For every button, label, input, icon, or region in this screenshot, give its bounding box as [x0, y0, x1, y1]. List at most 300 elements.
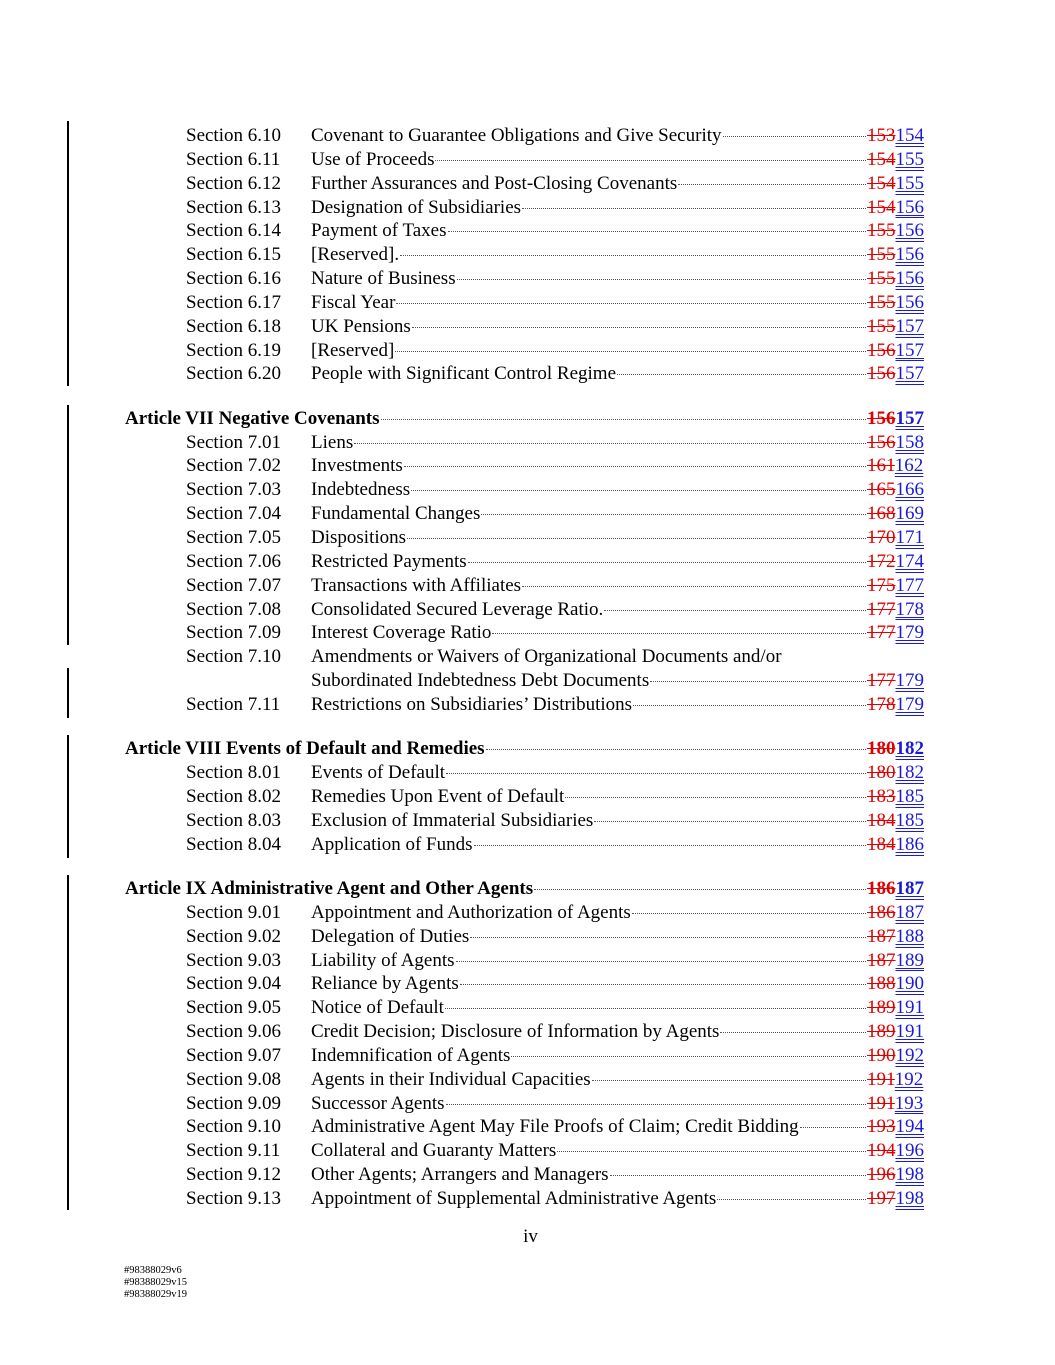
dot-leader [400, 255, 866, 256]
section-title: Dispositions [311, 527, 407, 548]
dot-leader [448, 231, 866, 232]
section-number: Section 6.20 [186, 363, 281, 385]
entry-title-wrap [311, 901, 867, 925]
deleted-page-number: 184 [867, 809, 896, 831]
inserted-page-link[interactable]: 155 [895, 148, 924, 170]
deleted-page-number: 191 [867, 1092, 895, 1114]
toc-section-entry[interactable] [0, 196, 1055, 220]
inserted-page-link[interactable]: 157 [895, 363, 924, 385]
inserted-page-link[interactable]: 193 [894, 1092, 924, 1114]
section-title: Collateral and Guaranty Matters [311, 1140, 557, 1162]
toc-section-entry[interactable] [0, 693, 1055, 717]
page-reference [867, 478, 931, 502]
page-reference [867, 761, 931, 785]
dot-leader [723, 136, 866, 137]
entry-title-wrap [125, 407, 867, 431]
toc-section-entry[interactable] [0, 431, 1055, 455]
entry-title-wrap [311, 339, 867, 363]
inserted-page-link[interactable]: 166 [895, 479, 924, 501]
deleted-page-number: 187 [867, 949, 896, 971]
section-number: Section 6.10 [186, 125, 281, 146]
toc-section-entry[interactable] [0, 315, 1055, 339]
section-title: [Reserved]. [311, 244, 400, 266]
entry-title-wrap [311, 669, 867, 693]
section-title: Fiscal Year [311, 291, 396, 313]
toc-section-entry[interactable] [0, 1020, 1055, 1044]
toc-section-entry[interactable] [0, 148, 1055, 172]
deleted-page-number: 156 [867, 431, 896, 453]
section-title: People with Significant Control Regime [311, 363, 617, 385]
page-reference [867, 574, 931, 598]
deleted-page-number: 191 [867, 1068, 895, 1090]
toc-section-entry[interactable] [0, 362, 1055, 386]
inserted-page-link[interactable]: 182 [895, 738, 924, 760]
dot-leader [592, 1080, 866, 1081]
dot-leader [460, 984, 866, 985]
toc-section-entry[interactable] [0, 478, 1055, 502]
section-number: Section 9.10 [186, 1116, 281, 1138]
section-title: Administrative Agent May File Proofs of Claim; Credit Bidding [311, 1116, 799, 1138]
section-title: Interest Coverage Ratio [311, 622, 492, 644]
toc-section-entry[interactable] [0, 526, 1055, 550]
page-reference [867, 1187, 931, 1211]
dot-leader [678, 184, 866, 185]
section-title: Covenant to Guarantee Obligations and Give Security [311, 125, 722, 146]
dot-leader [522, 208, 866, 209]
page-reference [867, 621, 931, 645]
page-reference [867, 737, 931, 761]
deleted-page-number: 177 [867, 622, 896, 644]
page-reference [867, 1092, 931, 1116]
inserted-page-link[interactable]: 156 [895, 196, 924, 218]
page-reference [867, 1163, 931, 1187]
entry-title-wrap [311, 478, 867, 502]
page-reference [867, 172, 931, 196]
inserted-page-link[interactable]: 192 [894, 1068, 924, 1090]
section-number: Section 9.13 [186, 1187, 281, 1209]
dot-leader [720, 1032, 866, 1033]
inserted-page-link[interactable]: 182 [895, 762, 924, 784]
toc-section-entry[interactable] [0, 1115, 1055, 1139]
dot-leader [511, 1056, 866, 1057]
inserted-page-link[interactable]: 171 [895, 527, 924, 548]
toc-section-entry[interactable] [0, 972, 1055, 996]
spacer [0, 717, 1055, 738]
article-title: Article VII Negative Covenants [125, 407, 380, 429]
page-reference [867, 454, 931, 478]
page-reference [867, 1139, 931, 1163]
section-number: Section 7.09 [186, 622, 281, 644]
toc-article-entry[interactable] [0, 407, 1055, 431]
entry-title-wrap [311, 996, 867, 1020]
entry-title-wrap [125, 877, 867, 901]
page-reference [867, 1020, 931, 1044]
page-reference [867, 972, 931, 996]
inserted-page-link[interactable]: 196 [895, 1140, 924, 1162]
entry-title-wrap [311, 124, 867, 148]
inserted-page-link[interactable]: 198 [895, 1187, 924, 1209]
entry-title-wrap [311, 526, 867, 550]
entry-title-wrap [311, 621, 867, 645]
page-reference [867, 148, 931, 172]
dot-leader [717, 1199, 866, 1200]
page-reference [867, 407, 931, 431]
section-number: Section 6.18 [186, 315, 281, 337]
toc-section-entry[interactable] [0, 1139, 1055, 1163]
entry-title-wrap [311, 645, 867, 669]
section-title: Restrictions on Subsidiaries’ Distributions [311, 693, 633, 715]
toc-section-entry[interactable] [0, 901, 1055, 925]
inserted-page-link[interactable]: 179 [895, 670, 924, 692]
deleted-page-number: 180 [867, 762, 896, 784]
inserted-page-link[interactable]: 156 [895, 220, 924, 242]
section-title: [Reserved] [311, 339, 395, 361]
toc-section-entry[interactable] [0, 1163, 1055, 1187]
inserted-page-link[interactable]: 185 [895, 785, 924, 807]
dot-leader [534, 889, 866, 890]
entry-title-wrap [311, 362, 867, 386]
entry-title-wrap [311, 243, 867, 267]
inserted-page-link[interactable]: 178 [895, 598, 924, 620]
page-reference [867, 502, 931, 526]
section-number: Section 9.12 [186, 1164, 281, 1186]
deleted-page-number: 156 [867, 407, 896, 429]
deleted-page-number: 155 [867, 315, 896, 337]
section-number: Section 9.04 [186, 973, 281, 995]
entry-title-wrap [311, 949, 867, 973]
section-title: Use of Proceeds [311, 148, 435, 170]
page-reference [867, 833, 931, 857]
entry-title-wrap [311, 291, 867, 315]
inserted-page-link[interactable]: 156 [895, 268, 924, 290]
toc-section-entry[interactable] [0, 949, 1055, 973]
entry-title-wrap [311, 1068, 867, 1092]
section-title: Further Assurances and Post-Closing Covenants [311, 172, 678, 194]
section-number: Section 7.11 [186, 693, 281, 715]
section-number: Section 9.11 [186, 1140, 281, 1162]
dot-leader [412, 327, 866, 328]
doc-id: #98388029v15 [124, 1277, 187, 1288]
section-number: Section 6.15 [186, 244, 281, 266]
dot-leader [800, 1127, 866, 1128]
section-number: Section 6.12 [186, 172, 281, 194]
page-reference [867, 219, 931, 243]
deleted-page-number: 186 [867, 877, 896, 899]
page-reference [867, 196, 931, 220]
inserted-page-link[interactable]: 190 [895, 973, 924, 995]
toc-article-entry[interactable] [0, 737, 1055, 761]
inserted-page-link[interactable]: 155 [895, 172, 924, 194]
deleted-page-number: 156 [867, 363, 896, 385]
page-reference [867, 1068, 931, 1092]
page-reference [867, 1044, 931, 1068]
entry-title-wrap [311, 172, 867, 196]
section-title: Fundamental Changes [311, 503, 481, 525]
section-number: Section 8.01 [186, 762, 281, 784]
dot-leader [610, 1175, 866, 1176]
inserted-page-link[interactable]: 187 [895, 877, 924, 899]
section-number: Section 9.03 [186, 949, 281, 971]
toc-section-entry[interactable] [0, 925, 1055, 949]
deleted-page-number: 177 [867, 598, 896, 620]
inserted-page-link[interactable]: 157 [895, 339, 924, 361]
section-title: Amendments or Waivers of Organizational Documents and/or [311, 646, 782, 668]
section-title: Nature of Business [311, 268, 456, 290]
section-number: Section 7.05 [186, 527, 281, 548]
dot-leader [492, 633, 866, 634]
entry-title-wrap [311, 502, 867, 526]
toc-section-entry[interactable] [0, 291, 1055, 315]
page-reference [867, 693, 931, 717]
entry-title-wrap [125, 737, 867, 761]
section-title: Indebtedness [311, 479, 411, 501]
inserted-page-link[interactable]: 158 [895, 431, 924, 453]
deleted-page-number: 170 [867, 527, 896, 548]
inserted-page-link[interactable]: 189 [895, 949, 924, 971]
deleted-page-number: 153 [867, 125, 896, 146]
deleted-page-number: 155 [867, 220, 896, 242]
inserted-page-link[interactable]: 187 [895, 901, 924, 923]
section-number: Section 8.04 [186, 833, 281, 855]
article-title: Article IX Administrative Agent and Other Agents [125, 877, 534, 899]
toc-section-entry[interactable] [0, 1187, 1055, 1211]
section-title: Credit Decision; Disclosure of Information by Agents [311, 1021, 720, 1043]
inserted-page-link[interactable]: 177 [895, 574, 924, 596]
deleted-page-number: 175 [867, 574, 896, 596]
entry-title-wrap [311, 833, 867, 857]
toc-section-entry[interactable] [0, 339, 1055, 363]
section-title: Events of Default [311, 762, 446, 784]
toc-section-entry[interactable] [0, 267, 1055, 291]
toc-section-entry[interactable] [0, 809, 1055, 833]
section-number: Section 7.04 [186, 503, 281, 525]
deleted-page-number: 180 [867, 738, 896, 760]
inserted-page-link[interactable]: 162 [894, 455, 924, 477]
inserted-page-link[interactable]: 169 [895, 503, 924, 525]
entry-title-wrap [311, 196, 867, 220]
entry-title-wrap [311, 550, 867, 574]
inserted-page-link[interactable]: 198 [895, 1164, 924, 1186]
dot-leader [395, 351, 866, 352]
entry-title-wrap [311, 1115, 867, 1139]
toc-section-entry[interactable] [0, 172, 1055, 196]
entry-title-wrap [311, 454, 867, 478]
page-reference [867, 431, 931, 455]
entry-title-wrap [311, 1044, 867, 1068]
page-reference [867, 598, 931, 622]
entry-title-wrap [311, 267, 867, 291]
section-number: Section 6.14 [186, 220, 281, 242]
page-reference [867, 124, 931, 148]
entry-title-wrap [311, 972, 867, 996]
section-title: Appointment of Supplemental Administrative Agents [311, 1187, 717, 1209]
page-reference [867, 785, 931, 809]
deleted-page-number: 154 [867, 148, 896, 170]
dot-leader [457, 279, 866, 280]
dot-leader [632, 913, 866, 914]
section-title: Application of Funds [311, 833, 473, 855]
dot-leader [633, 705, 866, 706]
section-title: Liability of Agents [311, 949, 455, 971]
section-title: Notice of Default [311, 997, 444, 1019]
toc-section-entry[interactable] [0, 1068, 1055, 1092]
section-number: Section 8.02 [186, 785, 281, 807]
section-title: Transactions with Affiliates [311, 574, 522, 596]
dot-leader [381, 419, 866, 420]
section-number: Section 7.07 [186, 574, 281, 596]
section-number: Section 7.01 [186, 431, 281, 453]
entry-title-wrap [311, 315, 867, 339]
toc-section-entry[interactable] [0, 243, 1055, 267]
section-title: Appointment and Authorization of Agents [311, 901, 631, 923]
inserted-page-link[interactable]: 157 [895, 315, 924, 337]
dot-leader [445, 1008, 866, 1009]
deleted-page-number: 188 [867, 973, 896, 995]
section-number: Section 7.10 [186, 646, 281, 668]
entry-title-wrap [311, 809, 867, 833]
dot-leader [446, 1104, 866, 1105]
section-number: Section 9.02 [186, 925, 281, 947]
section-title: Reliance by Agents [311, 973, 459, 995]
deleted-page-number: 155 [867, 268, 896, 290]
spacer [0, 856, 1055, 877]
toc-section-entry[interactable] [0, 598, 1055, 622]
page-reference [867, 925, 931, 949]
dot-leader [565, 797, 866, 798]
section-number: Section 9.06 [186, 1021, 281, 1043]
toc-section-entry[interactable] [0, 574, 1055, 598]
dot-leader [474, 845, 867, 846]
section-number: Section 6.11 [186, 148, 281, 170]
dot-leader [446, 773, 866, 774]
section-number: Section 6.17 [186, 291, 281, 313]
inserted-page-link[interactable]: 179 [895, 693, 924, 715]
inserted-page-link[interactable]: 186 [895, 833, 924, 855]
dot-leader [468, 562, 866, 563]
toc-section-entry[interactable] [0, 454, 1055, 478]
deleted-page-number: 155 [867, 244, 896, 266]
toc-section-entry[interactable] [0, 669, 1055, 693]
inserted-page-link[interactable]: 174 [895, 550, 924, 572]
inserted-page-link[interactable]: 154 [895, 125, 924, 146]
toc-section-entry[interactable] [0, 1044, 1055, 1068]
deleted-page-number: 168 [867, 503, 896, 525]
inserted-page-link[interactable]: 194 [895, 1116, 924, 1138]
section-number: Section 6.16 [186, 268, 281, 290]
dot-leader [650, 681, 866, 682]
deleted-page-number: 161 [867, 455, 895, 477]
inserted-page-link[interactable]: 191 [895, 1021, 924, 1043]
section-number: Section 6.19 [186, 339, 281, 361]
deleted-page-number: 193 [867, 1116, 896, 1138]
inserted-page-link[interactable]: 188 [895, 925, 924, 947]
toc-section-entry[interactable] [0, 550, 1055, 574]
deleted-page-number: 155 [867, 291, 896, 313]
section-number: Section 9.07 [186, 1044, 281, 1066]
entry-title-wrap [311, 1187, 867, 1211]
dot-leader [481, 514, 866, 515]
dot-leader [617, 374, 866, 375]
toc-section-entry[interactable] [0, 645, 1055, 669]
entry-title-wrap [311, 1139, 867, 1163]
entry-title-wrap [311, 574, 867, 598]
article-title: Article VIII Events of Default and Remedies [125, 738, 485, 760]
deleted-page-number: 154 [867, 172, 896, 194]
inserted-page-link[interactable]: 157 [895, 407, 924, 429]
section-number: Section 7.06 [186, 550, 281, 572]
section-number: Section 7.08 [186, 598, 281, 620]
toc-section-entry[interactable] [0, 219, 1055, 243]
inserted-page-link[interactable]: 179 [895, 622, 924, 644]
deleted-page-number: 187 [867, 925, 896, 947]
deleted-page-number: 154 [867, 196, 896, 218]
entry-title-wrap [311, 148, 867, 172]
toc-section-entry[interactable] [0, 761, 1055, 785]
toc-section-entry[interactable] [0, 502, 1055, 526]
entry-title-wrap [311, 1092, 867, 1116]
page-number: iv [523, 1226, 538, 1247]
page-reference [867, 526, 931, 550]
dot-leader [594, 821, 866, 822]
toc-section-entry[interactable] [0, 124, 1055, 148]
section-number: Section 9.08 [186, 1068, 281, 1090]
page-reference [867, 901, 931, 925]
deleted-page-number: 197 [867, 1187, 896, 1209]
section-title: Liens [311, 431, 354, 453]
deleted-page-number: 186 [867, 901, 896, 923]
inserted-page-link[interactable]: 156 [895, 291, 924, 313]
doc-id: #98388029v19 [124, 1289, 187, 1300]
toc-article-entry[interactable] [0, 877, 1055, 901]
deleted-page-number: 177 [867, 670, 896, 692]
section-title: Indemnification of Agents [311, 1044, 511, 1066]
deleted-page-number: 183 [867, 785, 896, 807]
deleted-page-number: 196 [867, 1164, 896, 1186]
page-reference [867, 669, 931, 693]
toc-section-entry[interactable] [0, 785, 1055, 809]
inserted-page-link[interactable]: 192 [895, 1044, 924, 1066]
inserted-page-link[interactable]: 156 [895, 244, 924, 266]
section-title: Consolidated Secured Leverage Ratio. [311, 598, 604, 620]
toc-section-entry[interactable] [0, 996, 1055, 1020]
page-reference [867, 291, 931, 315]
entry-title-wrap [311, 431, 867, 455]
deleted-page-number: 190 [867, 1044, 896, 1066]
section-number: Section 9.01 [186, 901, 281, 923]
page-reference [867, 809, 931, 833]
section-number: Section 9.05 [186, 997, 281, 1019]
section-number: Section 9.09 [186, 1092, 281, 1114]
entry-title-wrap [311, 219, 867, 243]
inserted-page-link[interactable]: 185 [895, 809, 924, 831]
section-title: Remedies Upon Event of Default [311, 785, 565, 807]
entry-title-wrap [311, 1163, 867, 1187]
deleted-page-number: 172 [867, 550, 896, 572]
toc-section-entry[interactable] [0, 621, 1055, 645]
deleted-page-number: 189 [867, 997, 896, 1019]
dot-leader [407, 538, 866, 539]
section-title: Designation of Subsidiaries [311, 196, 522, 218]
section-title: Investments [311, 455, 403, 477]
toc-section-entry[interactable] [0, 833, 1055, 857]
page-reference [867, 362, 931, 386]
entry-title-wrap [311, 785, 867, 809]
spacer [0, 386, 1055, 407]
section-title: Delegation of Duties [311, 925, 470, 947]
inserted-page-link[interactable]: 191 [895, 997, 924, 1019]
doc-id: #98388029v6 [124, 1265, 182, 1276]
toc-section-entry[interactable] [0, 1092, 1055, 1116]
